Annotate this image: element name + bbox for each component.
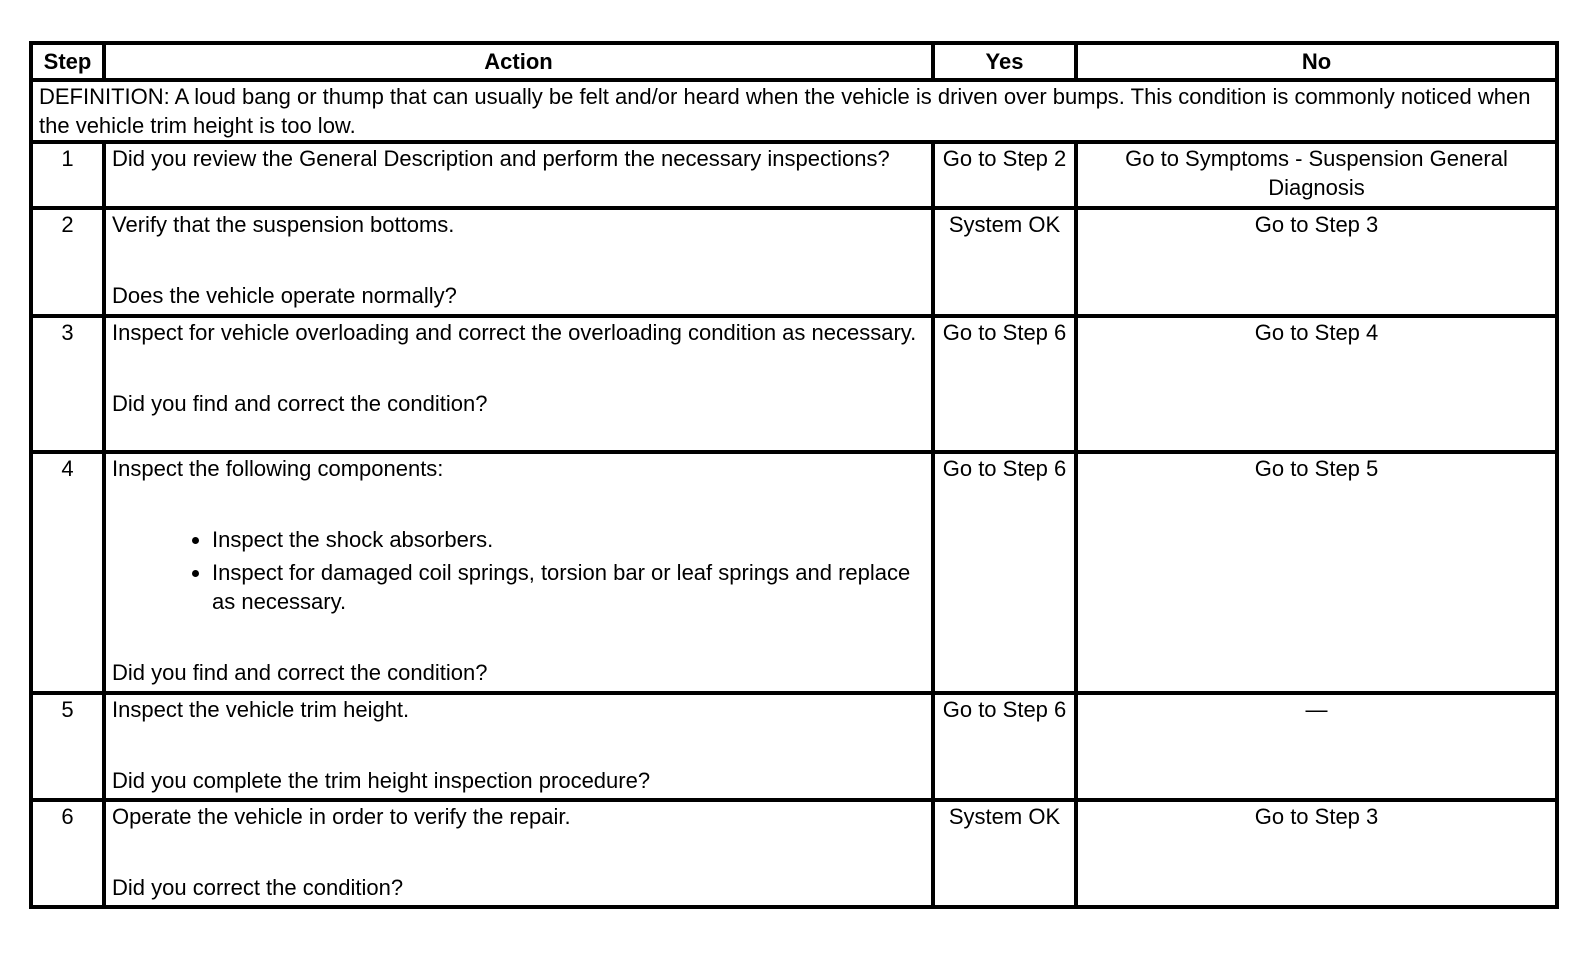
no-cell: Go to Step 3 [1076,800,1557,907]
table-row [31,693,1557,800]
diagnostic-table [29,41,1559,909]
step-number: 3 [31,316,104,452]
list-item: • Inspect for damaged coil springs, torsion bar or leaf springs and replace as necessary. [212,558,925,616]
action-question: Did you find and correct the condition? [112,391,488,416]
step-number: 5 [31,693,104,800]
no-cell: Go to Step 3 [1076,208,1557,316]
action-question: Does the vehicle operate normally? [112,283,457,308]
yes-cell: Go to Step 2 [933,142,1076,208]
step-number: 6 [31,800,104,907]
action-text: Did you review the General Description and perform the necessary inspections? [112,146,890,171]
action-question: Did you complete the trim height inspection procedure? [112,768,651,793]
action-text: Inspect the following components: [112,456,444,481]
table-row [31,452,1557,693]
action-text: Inspect the vehicle trim height. [112,697,410,722]
action-text: Operate the vehicle in order to verify the repair. [112,804,571,829]
action-text: Inspect for vehicle overloading and correct the overloading condition as necessary. [112,320,917,345]
definition-text: DEFINITION: A loud bang or thump that can usually be felt and/or heard when the vehicle is driven over bumps. This condition is commonly noticed when the vehicle trim height is too low. [31,80,1557,142]
action-text: Verify that the suspension bottoms. [112,212,455,237]
action-cell [104,142,933,208]
list-item: • Inspect the shock absorbers. [212,525,925,554]
table-row [31,800,1557,907]
action-cell [104,208,933,316]
table-row [31,316,1557,452]
yes-cell: Go to Step 6 [933,693,1076,800]
table-row [31,208,1557,316]
action-question: Did you find and correct the condition? [112,660,488,685]
yes-cell: System OK [933,800,1076,907]
yes-cell: System OK [933,208,1076,316]
step-number: 1 [31,142,104,208]
header-step: Step [31,43,104,80]
no-cell: Go to Step 5 [1076,452,1557,693]
yes-cell: Go to Step 6 [933,452,1076,693]
header-yes: Yes [933,43,1076,80]
action-question: Did you correct the condition? [112,875,404,900]
no-cell: Go to Step 4 [1076,316,1557,452]
definition-row [31,80,1557,142]
action-cell [104,316,933,452]
action-cell [104,800,933,907]
no-cell: — [1076,693,1557,800]
action-cell [104,452,933,693]
header-row [31,43,1557,80]
action-cell [104,693,933,800]
yes-cell: Go to Step 6 [933,316,1076,452]
component-list [112,525,925,616]
step-number: 4 [31,452,104,693]
table-row [31,142,1557,208]
header-no: No [1076,43,1557,80]
step-number: 2 [31,208,104,316]
no-cell: Go to Symptoms - Suspension General Diagnosis [1076,142,1557,208]
header-action: Action [104,43,933,80]
